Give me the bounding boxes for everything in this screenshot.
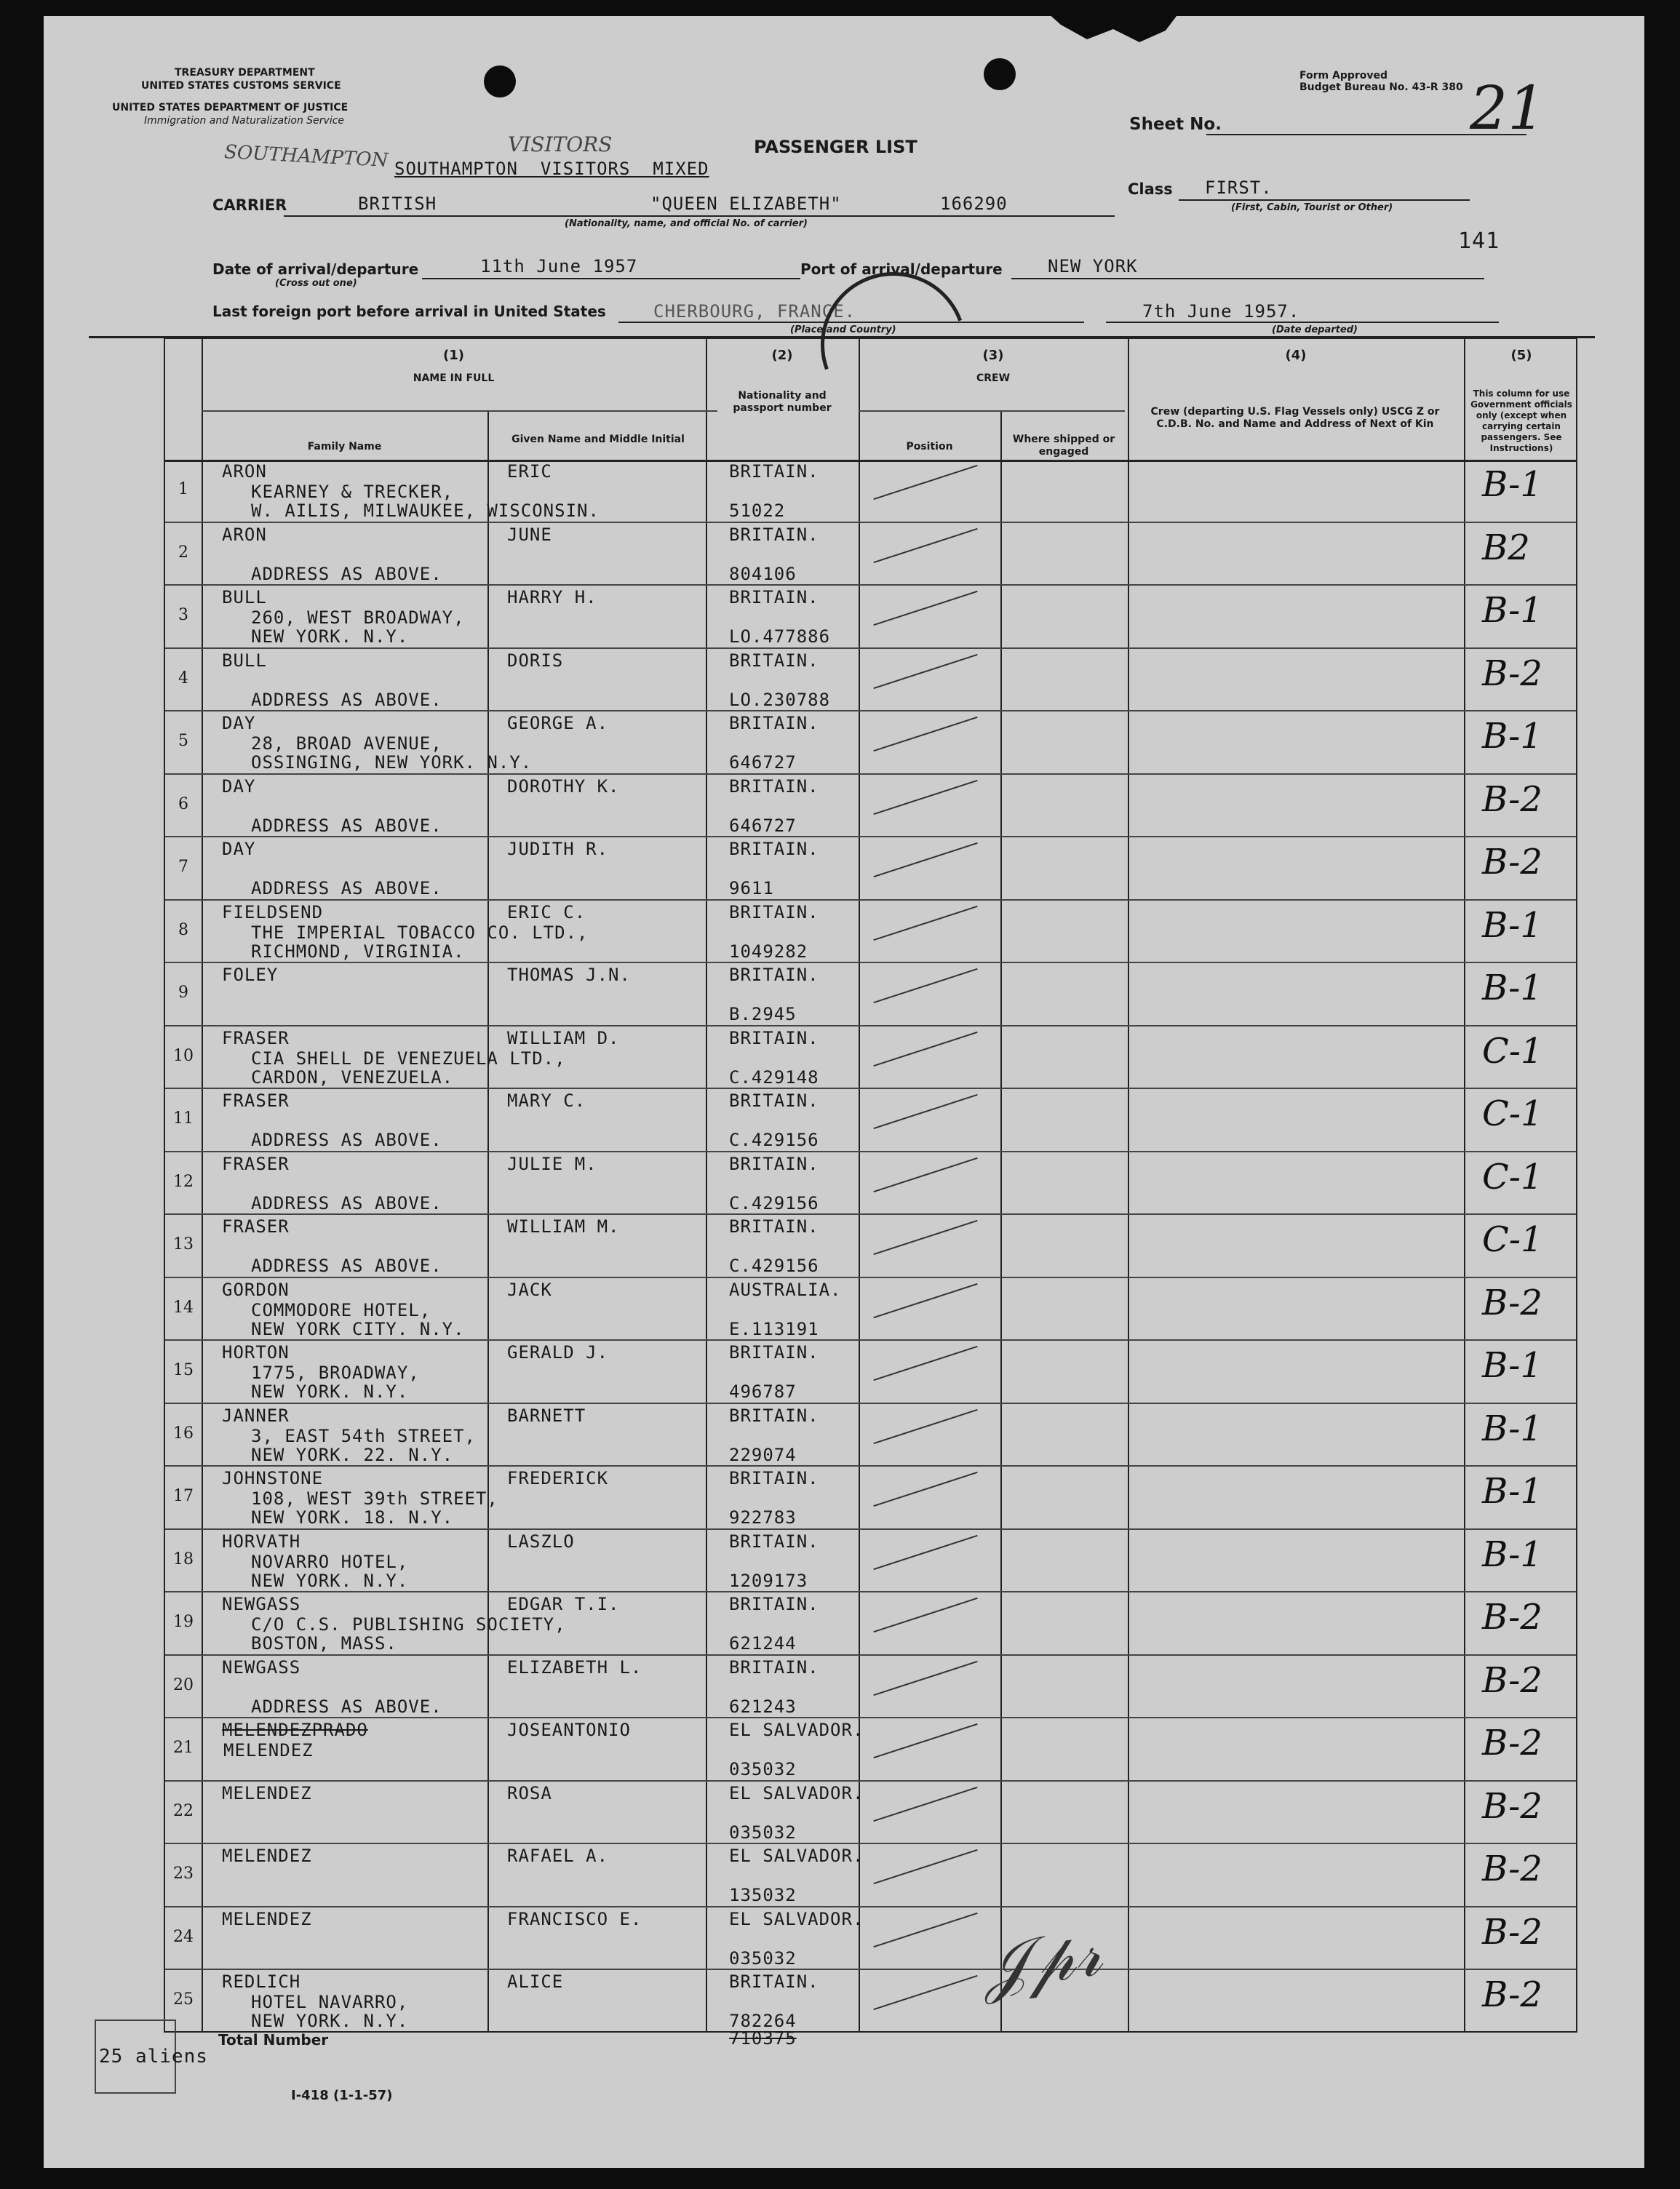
address-line-2: NEW YORK. N.Y. bbox=[251, 1570, 409, 1591]
col1-number: (1) bbox=[443, 348, 464, 363]
row-number: 24 bbox=[173, 1927, 194, 1946]
given-name: ROSA bbox=[507, 1782, 552, 1803]
table-row bbox=[165, 460, 1576, 523]
address-line-1: MELENDEZ bbox=[223, 1740, 314, 1761]
family-name: DAY bbox=[222, 775, 256, 797]
table-row bbox=[165, 1907, 1576, 1971]
passport-number: 804106 bbox=[729, 563, 797, 584]
col4-title: Crew (departing U.S. Flag Vessels only) USCG Z or C.D.B. No. and Name and Address of Next of Kin bbox=[1150, 406, 1440, 430]
nationality: BRITAIN. bbox=[729, 1405, 819, 1426]
given-name: ERIC bbox=[507, 461, 552, 482]
address-line-2: RICHMOND, VIRGINIA. bbox=[251, 941, 465, 962]
address-line-2: NEW YORK CITY. N.Y. bbox=[251, 1318, 465, 1339]
visa-class-code: B-1 bbox=[1482, 904, 1542, 946]
given-name: JULIE M. bbox=[507, 1153, 597, 1174]
col-where-shipped: Where shipped or engaged bbox=[1012, 434, 1115, 458]
family-name: DAY bbox=[222, 713, 256, 733]
family-name: BULL bbox=[222, 587, 267, 607]
address-line-2: NEW YORK. 18. N.Y. bbox=[251, 1507, 454, 1528]
nationality: BRITAIN. bbox=[729, 839, 819, 859]
row-number: 10 bbox=[173, 1046, 194, 1065]
date-value: 11th June 1957 bbox=[480, 256, 638, 276]
class-value: FIRST. bbox=[1205, 178, 1273, 198]
table-row bbox=[165, 1026, 1576, 1090]
table-row bbox=[165, 1782, 1576, 1845]
position-check-mark bbox=[873, 1723, 977, 1758]
passport-number: C.429156 bbox=[729, 1256, 819, 1276]
visa-class-code: B-2 bbox=[1482, 842, 1542, 882]
row-number: 4 bbox=[178, 669, 188, 687]
officer-signature: 𝒥𝓅𝓇 bbox=[977, 1914, 1107, 2006]
table-row bbox=[165, 649, 1576, 712]
address-line-1: KEARNEY & TRECKER, bbox=[251, 482, 454, 502]
given-name: HARRY H. bbox=[507, 587, 597, 607]
class-label: Class bbox=[1128, 180, 1173, 198]
row-number: 21 bbox=[173, 1739, 194, 1757]
family-name: GORDON bbox=[222, 1279, 290, 1300]
nationality: BRITAIN. bbox=[729, 965, 819, 985]
passport-number: 135032 bbox=[729, 1885, 797, 1905]
position-check-mark bbox=[873, 1283, 977, 1317]
visa-class-code: C-1 bbox=[1482, 1156, 1543, 1197]
table-row bbox=[165, 523, 1576, 586]
col2-title: Nationality and passport number bbox=[733, 390, 832, 414]
family-name: HORVATH bbox=[222, 1531, 301, 1552]
family-name: FIELDSEND bbox=[222, 901, 324, 922]
nationality: EL SALVADOR. bbox=[729, 1720, 864, 1740]
position-check-mark bbox=[873, 653, 977, 688]
given-name: JUNE bbox=[507, 524, 552, 545]
header-divider bbox=[202, 410, 717, 412]
address-line-2: ADDRESS AS ABOVE. bbox=[251, 1256, 442, 1276]
address-line-1: 108, WEST 39th STREET, bbox=[251, 1488, 498, 1509]
nationality: BRITAIN. bbox=[729, 1342, 819, 1363]
col1-title: NAME IN FULL bbox=[413, 372, 495, 384]
table-row bbox=[165, 711, 1576, 775]
position-check-mark bbox=[873, 1094, 977, 1129]
address-line-1: 1775, BROADWAY, bbox=[251, 1363, 420, 1383]
given-name: EDGAR T.I. bbox=[507, 1594, 620, 1614]
carrier-number: 166290 bbox=[940, 194, 1008, 214]
row-number: 18 bbox=[173, 1550, 194, 1568]
row-number: 7 bbox=[178, 858, 188, 876]
row-number: 17 bbox=[173, 1487, 194, 1505]
given-name: JACK bbox=[507, 1279, 552, 1300]
family-name: HORTON bbox=[222, 1342, 290, 1363]
address-line-2: NEW YORK. 22. N.Y. bbox=[251, 1444, 454, 1465]
carrier-caption: (Nationality, name, and official No. of carrier) bbox=[565, 218, 808, 229]
address-line-2: NEW YORK. N.Y. bbox=[251, 2011, 409, 2031]
nationality: BRITAIN. bbox=[729, 1531, 819, 1552]
row-number: 15 bbox=[173, 1361, 194, 1379]
passport-number: 035032 bbox=[729, 1759, 797, 1779]
col-given-name: Given Name and Middle Initial bbox=[511, 434, 685, 445]
passport-number-struck: 710375 bbox=[729, 2028, 797, 2049]
address-line-2: ADDRESS AS ABOVE. bbox=[251, 689, 442, 710]
passport-number: 9611 bbox=[729, 878, 774, 898]
passport-number: 1209173 bbox=[729, 1570, 808, 1591]
address-line-2: CARDON, VENEZUELA. bbox=[251, 1066, 454, 1088]
table-row bbox=[165, 1467, 1576, 1530]
address-line-2: W. AILIS, MILWAUKEE, WISCONSIN. bbox=[251, 501, 600, 521]
position-check-mark bbox=[873, 779, 977, 814]
visa-class-code: B-1 bbox=[1482, 968, 1542, 1008]
visa-class-code: B-2 bbox=[1482, 1974, 1542, 2015]
family-name: REDLICH bbox=[222, 1971, 301, 1992]
table-row bbox=[165, 837, 1576, 901]
nationality: BRITAIN. bbox=[729, 775, 819, 797]
nationality: BRITAIN. bbox=[729, 524, 819, 545]
position-check-mark bbox=[873, 1220, 977, 1255]
passport-number: E.113191 bbox=[729, 1318, 819, 1339]
visa-class-code: B-2 bbox=[1482, 1282, 1542, 1323]
passport-number: 621244 bbox=[729, 1633, 797, 1654]
position-check-mark bbox=[873, 968, 977, 1003]
row-number: 14 bbox=[173, 1298, 194, 1317]
passport-number: 1049282 bbox=[729, 941, 808, 962]
sheet-label: Sheet No. bbox=[1129, 115, 1222, 134]
passport-number: 621243 bbox=[729, 1696, 797, 1717]
row-number: 20 bbox=[173, 1675, 194, 1694]
family-name: MELENDEZPRADO bbox=[222, 1720, 368, 1740]
address-line-1: C/O C.S. PUBLISHING SOCIETY, bbox=[251, 1614, 566, 1635]
nationality: BRITAIN. bbox=[729, 1153, 819, 1174]
position-check-mark bbox=[873, 1849, 977, 1884]
given-name: DOROTHY K. bbox=[507, 775, 620, 797]
port-value: NEW YORK bbox=[1048, 256, 1138, 276]
position-check-mark bbox=[873, 1534, 977, 1569]
passport-number: 035032 bbox=[729, 1947, 797, 1969]
carrier-nationality: BRITISH bbox=[358, 194, 437, 214]
position-check-mark bbox=[873, 717, 977, 751]
table-row bbox=[165, 1844, 1576, 1907]
given-name: FRANCISCO E. bbox=[507, 1908, 642, 1929]
visa-class-code: C-1 bbox=[1482, 1093, 1543, 1134]
family-name: MELENDEZ bbox=[222, 1782, 312, 1803]
nationality: BRITAIN. bbox=[729, 1468, 819, 1488]
visa-class-code: B-2 bbox=[1482, 1597, 1542, 1638]
row-number: 6 bbox=[178, 794, 188, 813]
family-name: FRASER bbox=[222, 1027, 290, 1048]
visa-class-code: B-2 bbox=[1482, 1911, 1542, 1953]
torn-edge bbox=[1048, 13, 1179, 42]
nationality: BRITAIN. bbox=[729, 650, 819, 671]
agency-line-1: TREASURY DEPARTMENT bbox=[175, 67, 315, 79]
address-line-2: OSSINGING, NEW YORK. N.Y. bbox=[251, 752, 533, 773]
date-label: Date of arrival/departure bbox=[212, 260, 419, 278]
table-row bbox=[165, 1152, 1576, 1216]
family-name: FOLEY bbox=[222, 965, 279, 985]
family-name: MELENDEZ bbox=[222, 1846, 312, 1866]
nationality: BRITAIN. bbox=[729, 587, 819, 607]
address-line-2: ADDRESS AS ABOVE. bbox=[251, 1696, 442, 1717]
page-title: PASSENGER LIST bbox=[754, 137, 917, 157]
last-port-value: CHERBOURG, FRANCE. bbox=[653, 301, 856, 322]
visa-class-code: C-1 bbox=[1482, 1219, 1543, 1260]
col5-title: This column for use Government officials only (except when carrying certain passengers. See Instructions) bbox=[1470, 388, 1572, 453]
table-row bbox=[165, 1404, 1576, 1467]
position-check-mark bbox=[873, 465, 977, 500]
passport-number: 496787 bbox=[729, 1381, 797, 1402]
row-number: 1 bbox=[178, 480, 188, 498]
given-name: ALICE bbox=[507, 1971, 564, 1992]
family-name: MELENDEZ bbox=[222, 1908, 312, 1929]
address-line-1: CIA SHELL DE VENEZUELA LTD., bbox=[251, 1048, 566, 1069]
visa-class-code: B-1 bbox=[1482, 716, 1542, 757]
given-name: MARY C. bbox=[507, 1090, 586, 1111]
col3-title: CREW bbox=[976, 372, 1011, 384]
total-value: 25 aliens bbox=[99, 2046, 208, 2068]
port-underline bbox=[1011, 278, 1484, 279]
budget-bureau: Budget Bureau No. 43-R 380 bbox=[1299, 81, 1463, 93]
given-name: GEORGE A. bbox=[507, 713, 609, 733]
given-name: GERALD J. bbox=[507, 1342, 609, 1363]
row-number: 11 bbox=[173, 1109, 194, 1128]
position-check-mark bbox=[873, 591, 977, 626]
departed-value: 7th June 1957. bbox=[1142, 301, 1300, 322]
passport-number: LO.230788 bbox=[729, 689, 831, 710]
class-underline bbox=[1179, 199, 1470, 201]
nationality: EL SALVADOR. bbox=[729, 1782, 864, 1803]
agency-line-4: Immigration and Naturalization Service bbox=[144, 115, 345, 127]
visa-class-code: B-1 bbox=[1482, 464, 1542, 505]
passport-number: 922783 bbox=[729, 1507, 797, 1528]
carrier-label: CARRIER bbox=[212, 196, 287, 214]
sheet-number: 21 bbox=[1470, 74, 1546, 143]
given-name: FREDERICK bbox=[507, 1468, 609, 1488]
passport-number: 035032 bbox=[729, 1822, 797, 1843]
given-name: WILLIAM M. bbox=[507, 1216, 620, 1237]
address-line-2: ADDRESS AS ABOVE. bbox=[251, 878, 442, 898]
family-name: JOHNSTONE bbox=[222, 1468, 324, 1488]
address-line-2: BOSTON, MASS. bbox=[251, 1633, 397, 1654]
agency-line-2: UNITED STATES CUSTOMS SERVICE bbox=[141, 80, 341, 92]
visa-class-code: B-1 bbox=[1482, 1345, 1542, 1386]
family-name: NEWGASS bbox=[222, 1594, 301, 1614]
visa-class-code: B2 bbox=[1482, 527, 1530, 568]
position-check-mark bbox=[873, 905, 977, 940]
address-line-2: NEW YORK. N.Y. bbox=[251, 626, 409, 647]
col-position: Position bbox=[906, 441, 953, 452]
table-row bbox=[165, 1341, 1576, 1404]
family-name: BULL bbox=[222, 650, 267, 671]
position-check-mark bbox=[873, 1660, 977, 1695]
row-number: 3 bbox=[178, 606, 188, 624]
visa-class-code: B-2 bbox=[1482, 653, 1542, 694]
position-check-mark bbox=[873, 1912, 977, 1947]
row-number: 2 bbox=[178, 543, 188, 562]
col-family-name: Family Name bbox=[307, 441, 382, 452]
family-name: JANNER bbox=[222, 1405, 290, 1426]
address-line-1: 3, EAST 54th STREET, bbox=[251, 1425, 476, 1446]
last-port-caption: (Place and Country) bbox=[790, 324, 896, 335]
given-name: DORIS bbox=[507, 650, 564, 671]
table-row bbox=[165, 1656, 1576, 1719]
col3-number: (3) bbox=[982, 348, 1004, 363]
passport-number: C.429148 bbox=[729, 1066, 819, 1088]
departed-underline bbox=[1106, 322, 1499, 323]
visa-class-code: B-2 bbox=[1482, 1785, 1542, 1827]
row-number: 25 bbox=[173, 1990, 194, 2009]
given-name: RAFAEL A. bbox=[507, 1846, 609, 1866]
nationality: BRITAIN. bbox=[729, 1090, 819, 1111]
position-check-mark bbox=[873, 842, 977, 877]
passport-number: 782264 bbox=[729, 2011, 797, 2031]
position-check-mark bbox=[873, 1408, 977, 1443]
nationality: BRITAIN. bbox=[729, 901, 819, 922]
address-line-2: ADDRESS AS ABOVE. bbox=[251, 563, 442, 584]
passport-number: C.429156 bbox=[729, 1130, 819, 1150]
passport-number: C.429156 bbox=[729, 1192, 819, 1213]
visa-class-code: B-1 bbox=[1482, 1471, 1542, 1512]
agency-line-3: UNITED STATES DEPARTMENT OF JUSTICE bbox=[112, 102, 349, 113]
visa-class-code: B-1 bbox=[1482, 590, 1542, 631]
visa-class-code: C-1 bbox=[1482, 1030, 1543, 1072]
family-name: FRASER bbox=[222, 1090, 290, 1111]
col5-number: (5) bbox=[1510, 348, 1532, 363]
family-name: ARON bbox=[222, 524, 267, 545]
col4-number: (4) bbox=[1285, 348, 1307, 363]
given-name: ERIC C. bbox=[507, 901, 586, 922]
address-line-2: NEW YORK. N.Y. bbox=[251, 1381, 409, 1402]
passenger-list-sheet bbox=[44, 16, 1644, 2168]
nationality: BRITAIN. bbox=[729, 1656, 819, 1678]
punch-hole-left bbox=[484, 65, 516, 97]
nationality: BRITAIN. bbox=[729, 1027, 819, 1048]
subtitle-typed: SOUTHAMPTON VISITORS MIXED bbox=[394, 159, 709, 179]
row-number: 13 bbox=[173, 1235, 194, 1253]
date-underline bbox=[422, 278, 800, 279]
visa-class-code: B-1 bbox=[1482, 1534, 1542, 1575]
position-check-mark bbox=[873, 1031, 977, 1066]
family-name: NEWGASS bbox=[222, 1656, 301, 1678]
total-label: Total Number bbox=[218, 2031, 329, 2049]
nationality: EL SALVADOR. bbox=[729, 1908, 864, 1929]
address-line-2: ADDRESS AS ABOVE. bbox=[251, 1192, 442, 1213]
passport-number: 646727 bbox=[729, 815, 797, 836]
table-row bbox=[165, 775, 1576, 838]
handwritten-southampton: SOUTHAMPTON bbox=[223, 141, 389, 172]
family-name: FRASER bbox=[222, 1216, 290, 1237]
address-line-1: 28, BROAD AVENUE, bbox=[251, 733, 442, 754]
nationality: BRITAIN. bbox=[729, 1216, 819, 1237]
address-line-1: NOVARRO HOTEL, bbox=[251, 1551, 409, 1572]
passport-number: LO.477886 bbox=[729, 626, 831, 647]
table-row bbox=[165, 1530, 1576, 1593]
page-count: 141 bbox=[1458, 228, 1500, 254]
table-row bbox=[165, 586, 1576, 649]
class-caption: (First, Cabin, Tourist or Other) bbox=[1231, 202, 1393, 213]
table-row bbox=[165, 1592, 1576, 1656]
col2-number: (2) bbox=[771, 348, 793, 363]
given-name: WILLIAM D. bbox=[507, 1027, 620, 1048]
position-check-mark bbox=[873, 1975, 977, 2010]
table-row bbox=[165, 1089, 1576, 1152]
visa-class-code: B-1 bbox=[1482, 1408, 1542, 1449]
carrier-name: "QUEEN ELIZABETH" bbox=[650, 194, 842, 214]
given-name: BARNETT bbox=[507, 1405, 586, 1426]
nationality: BRITAIN. bbox=[729, 461, 819, 482]
passport-number: 51022 bbox=[729, 501, 786, 521]
position-check-mark bbox=[873, 1786, 977, 1821]
row-number: 19 bbox=[173, 1613, 194, 1631]
handwritten-visitors: VISITORS bbox=[508, 132, 613, 156]
departed-caption: (Date departed) bbox=[1272, 324, 1358, 335]
visa-class-code: B-2 bbox=[1482, 1723, 1542, 1763]
nationality: BRITAIN. bbox=[729, 1971, 819, 1992]
passport-number: 229074 bbox=[729, 1444, 797, 1465]
given-name: LASZLO bbox=[507, 1531, 575, 1552]
date-caption: (Cross out one) bbox=[275, 278, 357, 289]
row-number: 8 bbox=[178, 920, 188, 939]
row-number: 23 bbox=[173, 1865, 194, 1883]
last-port-label: Last foreign port before arrival in United States bbox=[212, 303, 606, 320]
family-name: FRASER bbox=[222, 1153, 290, 1174]
visa-class-code: B-2 bbox=[1482, 1659, 1542, 1701]
row-number: 12 bbox=[173, 1172, 194, 1191]
given-name: JOSEANTONIO bbox=[507, 1720, 631, 1740]
given-name: JUDITH R. bbox=[507, 839, 609, 859]
family-name: ARON bbox=[222, 461, 267, 482]
visa-class-code: B-2 bbox=[1482, 1849, 1542, 1889]
family-name: DAY bbox=[222, 839, 256, 859]
visa-class-code: B-2 bbox=[1482, 778, 1542, 820]
position-check-mark bbox=[873, 1472, 977, 1507]
carrier-underline bbox=[284, 215, 1115, 217]
address-line-2: ADDRESS AS ABOVE. bbox=[251, 815, 442, 836]
row-number: 5 bbox=[178, 732, 188, 750]
address-line-1: THE IMPERIAL TOBACCO CO. LTD., bbox=[251, 922, 589, 943]
port-label: Port of arrival/departure bbox=[800, 260, 1003, 278]
nationality: BRITAIN. bbox=[729, 713, 819, 733]
form-number: I-418 (1-1-57) bbox=[291, 2088, 393, 2103]
given-name: ELIZABETH L. bbox=[507, 1656, 642, 1678]
table-row bbox=[165, 1718, 1576, 1782]
row-number: 9 bbox=[178, 984, 188, 1002]
header-divider bbox=[859, 410, 1125, 412]
row-number: 22 bbox=[173, 1801, 194, 1820]
form-approved: Form Approved bbox=[1299, 70, 1388, 81]
table-row bbox=[165, 1278, 1576, 1341]
passport-number: B.2945 bbox=[729, 1004, 797, 1024]
table-row bbox=[165, 963, 1576, 1026]
address-line-1: HOTEL NAVARRO, bbox=[251, 1992, 409, 2012]
position-check-mark bbox=[873, 1157, 977, 1192]
address-line-1: COMMODORE HOTEL, bbox=[251, 1299, 431, 1320]
address-line-2: ADDRESS AS ABOVE. bbox=[251, 1130, 442, 1150]
nationality: EL SALVADOR. bbox=[729, 1846, 864, 1866]
address-line-1: 260, WEST BROADWAY, bbox=[251, 607, 465, 628]
table-row bbox=[165, 901, 1576, 964]
position-check-mark bbox=[873, 1598, 977, 1632]
table-row bbox=[165, 1215, 1576, 1278]
nationality: BRITAIN. bbox=[729, 1594, 819, 1614]
nationality: AUSTRALIA. bbox=[729, 1279, 842, 1300]
given-name: THOMAS J.N. bbox=[507, 965, 631, 985]
passport-number: 646727 bbox=[729, 752, 797, 773]
punch-hole-right bbox=[984, 58, 1016, 90]
row-number: 16 bbox=[173, 1424, 194, 1443]
position-check-mark bbox=[873, 527, 977, 562]
position-check-mark bbox=[873, 1346, 977, 1381]
